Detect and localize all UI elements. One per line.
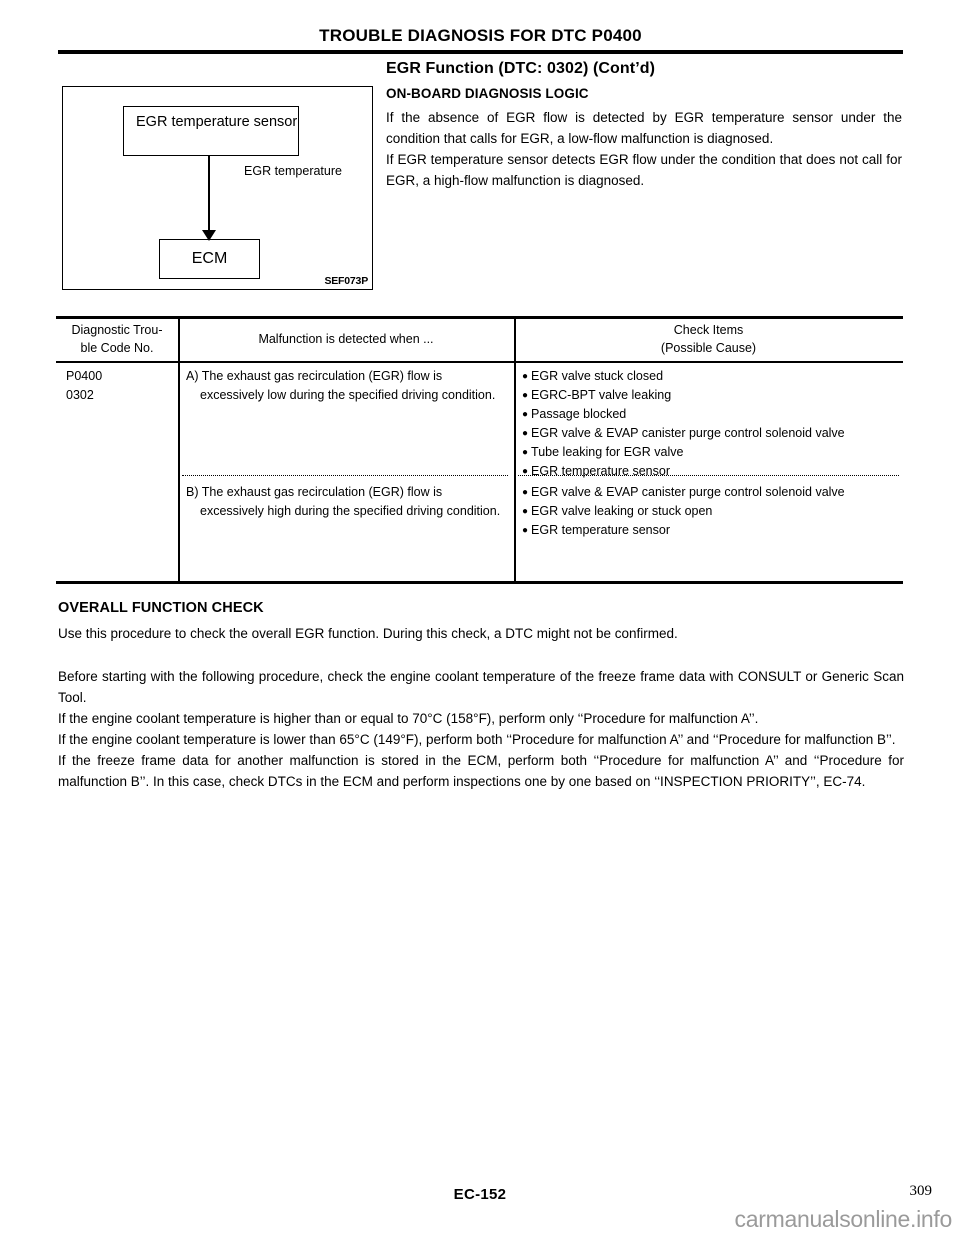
check-item-text: EGR valve & EVAP canister purge control solenoid valve	[531, 485, 845, 499]
malfunction-text: B) The exhaust gas recirculation (EGR) flow is excessively high during the specified driving condition.	[186, 485, 501, 518]
check-items-list-b	[522, 483, 902, 540]
check-item-text: EGR valve stuck closed	[531, 369, 664, 383]
table-header-malfunction: Malfunction is detected when ...	[258, 332, 434, 346]
check-item-text: EGR temperature sensor	[531, 464, 670, 478]
list-item	[522, 443, 902, 462]
bullet-icon: ●	[522, 447, 529, 458]
diagram-ecm-box: ECM	[159, 239, 260, 279]
egr-sensor-ecm-diagram	[62, 86, 373, 290]
list-item	[522, 386, 902, 405]
bullet-icon: ●	[522, 466, 529, 477]
table-header-check-line1: Check Items	[673, 323, 744, 337]
section-title: EGR Function (DTC: 0302) (Cont’d)	[386, 60, 656, 77]
dtc-code-value: 0302	[66, 388, 94, 402]
check-item-text: Passage blocked	[531, 407, 627, 421]
table-header-check-items	[514, 321, 903, 357]
check-item-text: Tube leaking for EGR valve	[531, 445, 684, 459]
list-item	[522, 424, 902, 443]
intro-paragraph-2: If EGR temperature sensor detects EGR flow under the condition that does not call for EGR, a high-flow malfunction is diagnosed.	[386, 152, 902, 188]
overall-function-check-body	[58, 666, 904, 792]
table-row-separator	[518, 475, 899, 476]
overall-paragraph-2: If the engine coolant temperature is higher than or equal to 70°C (158°F), perform only ‘‘Procedure for malfunction A’’.	[58, 711, 759, 726]
diagnostic-trouble-code-table	[56, 316, 903, 584]
check-item-text: EGR valve & EVAP canister purge control solenoid valve	[531, 426, 845, 440]
overall-function-check-lead: Use this procedure to check the overall EGR function. During this check, a DTC might not be confirmed.	[58, 626, 678, 641]
check-item-text: EGRC-BPT valve leaking	[531, 388, 672, 402]
bullet-icon: ●	[522, 390, 529, 401]
figure-id-label: SEF073P	[324, 275, 368, 287]
intro-paragraph-1: If the absence of EGR flow is detected by EGR temperature sensor under the condition that calls for EGR, a low-flow malfunction is diagnosed.	[386, 110, 902, 146]
list-item	[522, 405, 902, 424]
table-header-divider	[56, 361, 903, 363]
table-header-check-line2: (Possible Cause)	[660, 341, 757, 355]
title-divider	[58, 50, 903, 54]
page-title: TROUBLE DIAGNOSIS FOR DTC P0400	[319, 26, 642, 45]
list-item	[522, 462, 902, 481]
overall-paragraph-1: Before starting with the following procedure, check the engine coolant temperature of the freeze frame data with CONSULT or Generic Scan Tool.	[58, 669, 904, 705]
footer-page-number: 309	[909, 1183, 932, 1199]
subsection-title: ON-BOARD DIAGNOSIS LOGIC	[386, 86, 589, 101]
signal-arrow-label: EGR temperature	[244, 164, 342, 178]
check-item-text: EGR valve leaking or stuck open	[531, 504, 713, 518]
malfunction-description-b	[186, 483, 506, 521]
overall-paragraph-4: If the freeze frame data for another malfunction is stored in the ECM, perform both ‘‘Procedure for malfunction A’’ and ‘‘Procedure for malfunction B’’. In this case, check DTCs in the ECM and perform inspections one by one based on ‘‘INSPECTION PRIORITY’’, EC-74.	[58, 753, 904, 789]
overall-function-check-heading: OVERALL FUNCTION CHECK	[58, 600, 264, 616]
table-row-separator	[182, 475, 508, 476]
table-column-divider-2	[514, 319, 516, 581]
bullet-icon: ●	[522, 409, 529, 420]
list-item	[522, 502, 902, 521]
table-header-code-line2: ble Code No.	[80, 341, 154, 355]
signal-arrow-line	[208, 156, 210, 232]
table-column-divider-1	[178, 319, 180, 581]
check-items-list-a	[522, 367, 902, 481]
bullet-icon: ●	[522, 428, 529, 439]
table-header-code	[56, 321, 178, 357]
malfunction-description-a	[186, 367, 506, 405]
overall-paragraph-3: If the engine coolant temperature is lower than 65°C (149°F), perform both ‘‘Procedure for malfunction A’’ and ‘‘Procedure for malfunction B’’.	[58, 732, 896, 747]
table-header-code-line1: Diagnostic Trou-	[71, 323, 163, 337]
check-item-text: EGR temperature sensor	[531, 523, 670, 537]
bullet-icon: ●	[522, 487, 529, 498]
malfunction-text: A) The exhaust gas recirculation (EGR) flow is excessively low during the specified driving condition.	[186, 369, 496, 402]
list-item	[522, 367, 902, 386]
footer-section-page-label: EC-152	[453, 1186, 507, 1203]
list-item	[522, 521, 902, 540]
bullet-icon: ●	[522, 525, 529, 536]
site-watermark: carmanualsonline.info	[734, 1206, 952, 1232]
dtc-code-value: P0400	[66, 369, 103, 383]
list-item	[522, 483, 902, 502]
table-row	[66, 367, 102, 405]
bullet-icon: ●	[522, 371, 529, 382]
on-board-diagnosis-logic-text	[386, 107, 902, 191]
diagram-sensor-box: EGR temperature sensor	[123, 106, 299, 156]
bullet-icon: ●	[522, 506, 529, 517]
